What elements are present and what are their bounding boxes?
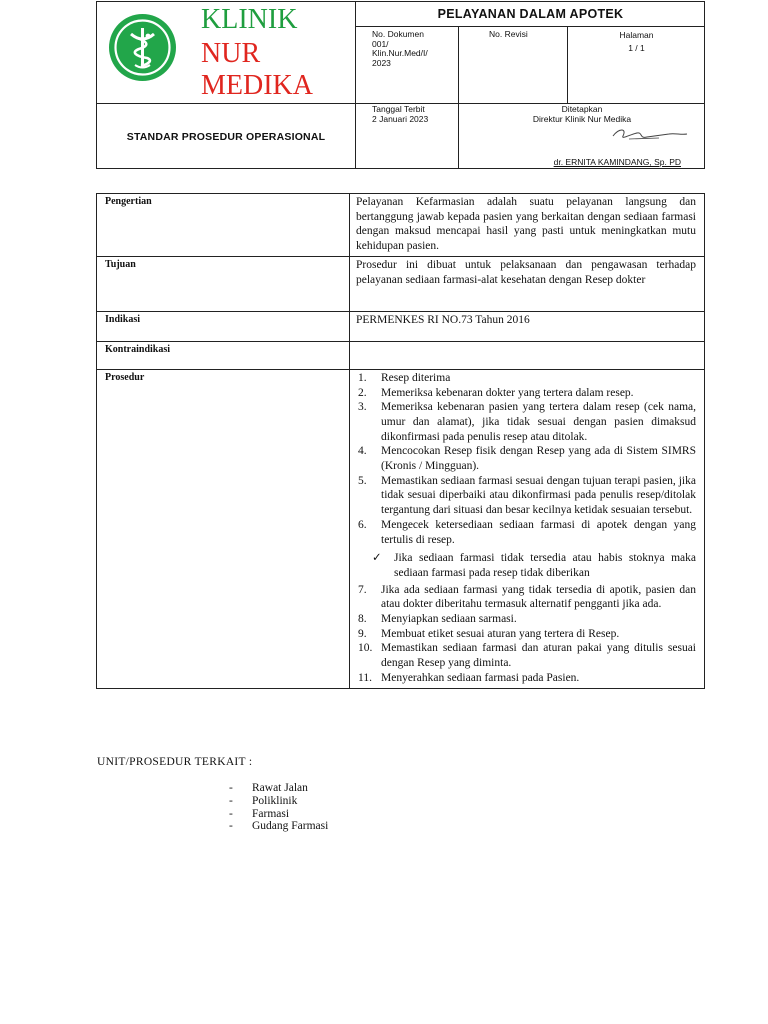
approval-role: Direktur Klinik Nur Medika [532, 113, 632, 124]
approver-name: dr. ERNITA KAMINDANG, Sp. PD [553, 157, 681, 167]
step-text: Jika ada sediaan farmasi yang tidak tersedia di apotik, pasien dan atau dokter diberitahu termasuk alternatif pengganti jika ada. [381, 583, 696, 611]
step-text: Resep diterima [381, 371, 451, 384]
step-number: 11. [358, 671, 372, 684]
issue-date-value: 2 Januari 2023 [372, 113, 429, 124]
related-units-list [229, 782, 328, 833]
section-label: Kontraindikasi [97, 341, 350, 369]
step-text: Menyiapkan sediaan sarmasi. [381, 613, 517, 626]
step-text: Memeriksa kebenaran pasien yang tertera dalam resep (cek nama, umur dan alamat), jika tidak sesuai dengan pasien dimaksud dikonfirmasi pada penulis resep atau ditolak. [381, 401, 696, 443]
related-unit-text: Poliklinik [252, 794, 298, 807]
related-units-label: UNIT/PROSEDUR TERKAIT : [97, 756, 253, 768]
logo-cell [97, 2, 356, 104]
procedure-steps [358, 371, 696, 547]
related-unit-text: Gudang Farmasi [252, 820, 329, 833]
title-cell [356, 2, 705, 27]
logo-text-klinik: KLINIK [201, 4, 298, 35]
bullet-dash: - [229, 794, 233, 807]
caduceus-icon [109, 14, 176, 81]
section-value: PERMENKES RI NO.73 Tahun 2016 [350, 311, 705, 341]
section-label: Indikasi [97, 311, 350, 341]
document-number-line: 2023 [372, 57, 391, 68]
approval-cell [459, 104, 705, 169]
section-label: Tujuan [97, 256, 350, 311]
step-text: Membuat etiket sesuai aturan yang tertera di Resep. [381, 627, 620, 640]
step-number: 10. [358, 642, 373, 655]
procedure-cell [350, 369, 705, 688]
page-title: PELAYANAN DALAM APOTEK [437, 7, 624, 21]
step-number: 9. [358, 627, 367, 640]
procedure-step [358, 474, 696, 518]
related-unit-item [229, 782, 328, 795]
procedure-step [358, 371, 696, 386]
related-unit-item [229, 795, 328, 808]
document-number-line: 001/ [372, 38, 389, 49]
step-text: Mengecek ketersediaan sediaan farmasi di apotek dengan yang tertulis di resep. [381, 518, 696, 546]
issue-date-cell [356, 104, 459, 169]
step-number: 7. [358, 583, 367, 596]
doc-type-cell [97, 104, 356, 169]
step-number: 4. [358, 445, 367, 458]
procedure-step [358, 612, 696, 627]
procedure-note [358, 551, 696, 580]
check-icon: ✓ [372, 552, 382, 565]
step-text: Memastikan sediaan farmasi dan aturan pakai yang ditulis sesuai dengan Resep yang diminta. [381, 642, 696, 670]
table-row [97, 194, 705, 257]
procedure-step [358, 444, 696, 473]
page-cell [568, 27, 705, 104]
bullet-dash: - [229, 807, 233, 820]
procedure-step [358, 518, 696, 547]
logo-text-nur: NUR [201, 38, 261, 69]
document-number-cell [356, 27, 459, 104]
table-row [97, 311, 705, 341]
doc-type: STANDAR PROSEDUR OPERASIONAL [126, 130, 326, 143]
related-unit-text: Rawat Jalan [252, 782, 308, 794]
table-row [97, 369, 705, 688]
step-text: Mencocokan Resep fisik dengan Resep yang ada di Sistem SIMRS (Kronis / Mingguan). [381, 445, 696, 473]
step-text: Memeriksa kebenaran dokter yang tertera dalam resep. [381, 386, 634, 399]
procedure-step [358, 627, 696, 642]
procedure-note-text: Jika sediaan farmasi tidak tersedia atau habis stoknya maka sediaan farmasi pada resep tidak diberikan [394, 552, 696, 579]
table-row [97, 256, 705, 311]
related-unit-text: Farmasi [252, 807, 290, 820]
step-number: 8. [358, 613, 367, 626]
step-number: 6. [358, 518, 367, 531]
procedure-step [358, 671, 696, 686]
document-number-line: Klin.Nur.Med/I/ [372, 48, 428, 58]
page-value: 1 / 1 [628, 42, 645, 53]
document-number-label: No. Dokumen [372, 29, 424, 39]
step-text: Menyerahkan sediaan farmasi pada Pasien. [381, 671, 580, 684]
section-value [350, 341, 705, 369]
procedure-step [358, 400, 696, 444]
procedure-step [358, 641, 696, 670]
page-label: Halaman [619, 30, 654, 40]
sop-header [96, 1, 705, 169]
approval-label: Ditetapkan [561, 104, 603, 114]
procedure-step [358, 386, 696, 401]
step-number: 3. [358, 401, 367, 414]
step-number: 1. [358, 371, 367, 384]
revision-label: No. Revisi [489, 29, 528, 39]
related-unit-item [229, 820, 328, 833]
sop-content-table [96, 193, 705, 689]
logo-text-medika: MEDIKA [201, 70, 313, 101]
step-text: Memastikan sediaan farmasi sesuai dengan tujuan terapi pasien, jika tidak sesuai diperbaiki atau dikonfirmasi pada penulis resep/ditolak tergantung dari situasi dan besar kecilnya ketidak sesuaian tersebut. [381, 474, 696, 517]
section-value: Pelayanan Kefarmasian adalah suatu pelayanan langsung dan bertanggung jawab kepada pasien yang berkaitan dengan sediaan farmasi dengan maksud mencapai hasil yang pasti untuk meningkatkan mutu kehidupan pasien. [350, 194, 705, 257]
table-row [97, 341, 705, 369]
revision-cell [459, 27, 568, 104]
bullet-dash: - [229, 782, 233, 794]
signature-image [609, 124, 689, 144]
section-label: Pengertian [97, 194, 350, 257]
section-value: Prosedur ini dibuat untuk pelaksanaan dan pengawasan terhadap pelayanan sediaan farmasi-alat kesehatan dengan Resep dokter [350, 256, 705, 311]
step-number: 5. [358, 474, 367, 487]
bullet-dash: - [229, 820, 233, 833]
step-number: 2. [358, 386, 367, 399]
section-label: Prosedur [97, 369, 350, 688]
related-unit-item [229, 808, 328, 821]
procedure-step [358, 583, 696, 612]
issue-date-label: Tanggal Terbit [372, 104, 425, 114]
procedure-steps [358, 583, 696, 686]
